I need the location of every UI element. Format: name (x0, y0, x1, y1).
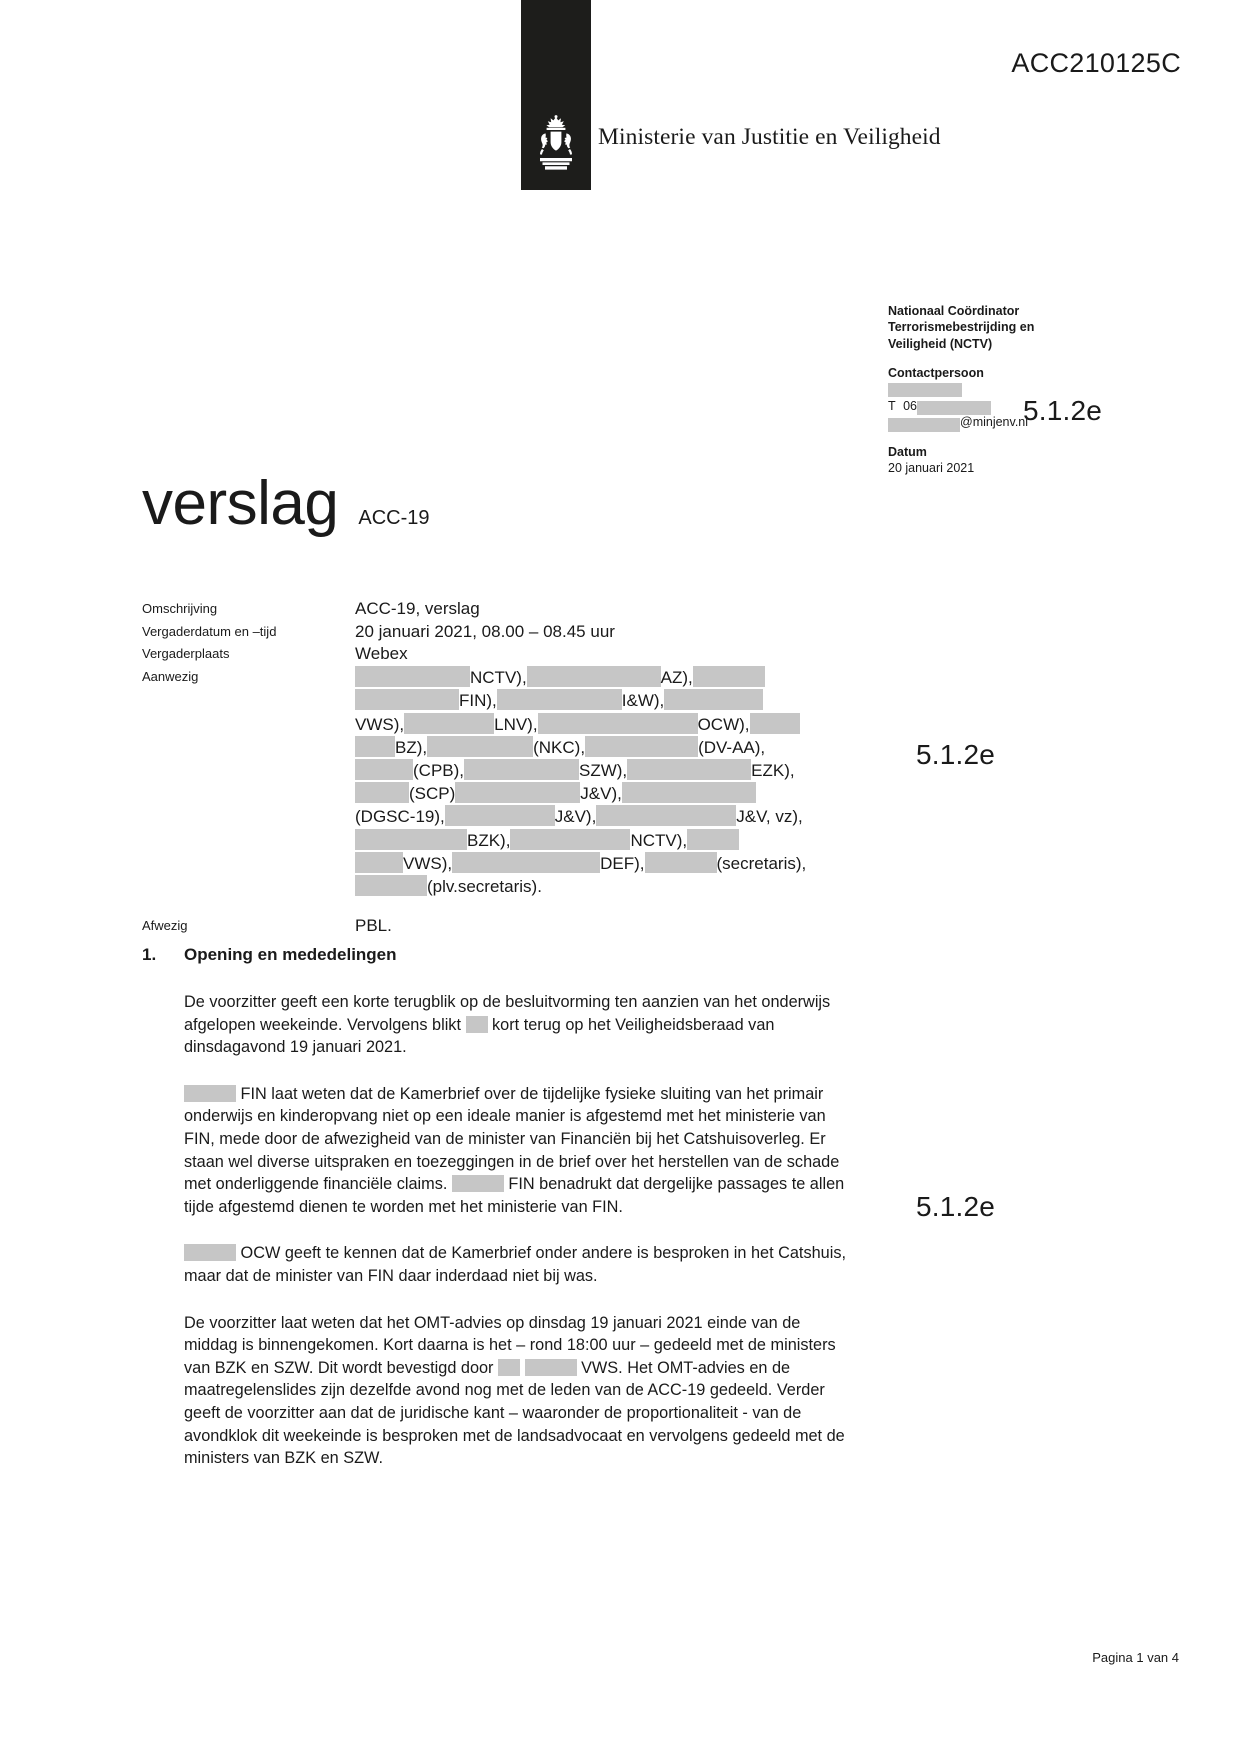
attendee-fragment: J&V), (580, 782, 622, 805)
organisation-block (888, 303, 1068, 352)
contact-label: Contactpersoon (888, 366, 984, 381)
attendees-list (355, 666, 806, 898)
meta-value: ACC-19, verslag (355, 599, 480, 618)
netherlands-coat-of-arms-icon (521, 112, 591, 174)
redaction-bar (596, 805, 736, 826)
meta-table (142, 598, 862, 938)
redaction-bar (355, 782, 409, 803)
email-domain: @minjenv.nl (960, 415, 1029, 430)
attendee-fragment: (NKC), (533, 736, 585, 759)
attendee-fragment: FIN), (459, 689, 497, 712)
date-label: Datum (888, 444, 927, 459)
attendees-label: Aanwezig (142, 669, 199, 685)
attendee-fragment: EZK), (751, 759, 794, 782)
ministry-name: Ministerie van Justitie en Veiligheid (598, 124, 941, 150)
meta-row (142, 598, 862, 621)
phone-prefix: 06 (903, 399, 917, 414)
redaction-bar (510, 829, 630, 850)
attendee-line (355, 689, 806, 712)
date-value: 20 januari 2021 (888, 461, 975, 476)
attendee-fragment: BZK), (467, 829, 510, 852)
redaction-bar (184, 1244, 236, 1261)
redaction-bar (427, 736, 533, 757)
organisation-line-2: Terrorismebestrijding en (888, 320, 1035, 335)
meta-row-attendees (142, 666, 862, 898)
redaction-bar (750, 713, 800, 734)
attendee-fragment: NCTV), (630, 829, 687, 852)
meta-value: Webex (355, 644, 408, 664)
redaction-bar (585, 736, 698, 757)
redaction-bar (184, 1085, 236, 1102)
redaction-bar (687, 829, 739, 850)
attendee-line (355, 759, 806, 782)
meta-label: Vergaderdatum en –tijd (142, 623, 277, 639)
attendee-fragment: J&V), (555, 805, 597, 828)
redaction-bar (466, 1016, 488, 1033)
redaction-bar (355, 852, 403, 873)
redaction-bar (538, 713, 698, 734)
redaction-bar (645, 852, 717, 873)
redaction-bar (622, 782, 756, 803)
attendee-line (355, 736, 806, 759)
date-block (888, 444, 1068, 477)
attendee-fragment: J&V, vz), (736, 805, 802, 828)
redaction-bar (693, 666, 765, 687)
absent-label: Afwezig (142, 918, 188, 934)
attendee-fragment: BZ), (395, 736, 427, 759)
organisation-line-3: Veiligheid (NCTV) (888, 336, 993, 351)
attendee-fragment: SZW), (579, 759, 627, 782)
redaction-code-callout-2: 5.1.2e (916, 739, 996, 770)
redaction-bar (498, 1359, 520, 1376)
phone-label: T (888, 399, 897, 414)
redaction-bar (452, 852, 600, 873)
redaction-bar (525, 1359, 577, 1376)
redaction-bar (527, 666, 661, 687)
redaction-bar (464, 759, 579, 780)
meta-row-absent (142, 915, 862, 938)
attendee-fragment: OCW), (698, 713, 750, 736)
page-footer: Pagina 1 van 4 (1092, 1650, 1179, 1665)
attendee-line (355, 852, 806, 875)
attendee-fragment: NCTV), (470, 666, 527, 689)
attendee-fragment: (SCP) (409, 782, 455, 805)
attendee-line (355, 805, 806, 828)
redaction-code-callout-3: 5.1.2e (916, 1191, 996, 1222)
ministry-logo-bar (521, 0, 591, 190)
document-body (142, 945, 854, 1494)
redaction-bar (355, 666, 470, 687)
attendee-line (355, 782, 806, 805)
attendee-fragment: VWS), (403, 852, 452, 875)
attendee-fragment: (plv.secretaris). (427, 875, 542, 898)
attendee-fragment: LNV), (494, 713, 537, 736)
body-paragraph: OCW geeft te kennen dat de Kamerbrief onder andere is besproken in het Catshuis, maar dat de minister van FIN daar inderdaad niet bij was. (184, 1244, 846, 1285)
document-code: ACC210125C (1011, 48, 1181, 78)
attendee-fragment: DEF), (600, 852, 644, 875)
redaction-bar (452, 1175, 504, 1192)
redaction-bar (445, 805, 555, 826)
meta-row (142, 621, 862, 644)
attendee-fragment: I&W), (622, 689, 665, 712)
attendee-line (355, 829, 806, 852)
attendee-fragment: (DGSC-19), (355, 805, 445, 828)
attendee-line (355, 875, 806, 898)
redaction-bar (355, 875, 427, 896)
redaction-bar (627, 759, 751, 780)
absent-value: PBL. (355, 916, 392, 936)
section-heading (142, 945, 854, 965)
page-title (142, 469, 430, 538)
attendee-fragment: (DV-AA), (698, 736, 765, 759)
attendee-fragment: (secretaris), (717, 852, 807, 875)
page-title-subtitle: ACC-19 (358, 507, 430, 529)
redaction-bar (355, 736, 395, 757)
section-number: 1. (142, 945, 157, 964)
body-paragraph: FIN laat weten dat de Kamerbrief over de tijdelijke fysieke sluiting van het primair onderwijs en kinderopvang niet op een ideale manier is afgestemd met het ministerie van FIN, mede door de afwezigheid van de minister van Financiën bij het Catshuisoverleg. Er staan wel diverse uitspraken en toezeggingen in de brief over het herstellen van de schade met onderliggende financiële claims. FIN benadrukt dat dergelijke passages te allen tijde afgestemd dienen te worden met het ministerie van FIN. (184, 1084, 845, 1216)
attendee-fragment: (CPB), (413, 759, 464, 782)
meta-value: 20 januari 2021, 08.00 – 08.45 uur (355, 621, 615, 641)
redaction-bar (404, 713, 494, 734)
body-paragraph: De voorzitter geeft een korte terugblik op de besluitvorming ten aanzien van het onderwijs afgelopen weekeinde. Vervolgens blikt kort terug op het Veiligheidsberaad van dinsdagavond 19 januari 2021. (184, 993, 831, 1057)
redaction-bar (355, 759, 413, 780)
attendee-fragment: VWS), (355, 713, 404, 736)
attendee-fragment: AZ), (661, 666, 693, 689)
redaction-bar (497, 689, 622, 710)
meta-label: Omschrijving (142, 601, 218, 616)
meta-label: Vergaderplaats (142, 646, 230, 662)
section-title: Opening en mededelingen (184, 945, 397, 964)
redaction-bar-contact-name (888, 383, 962, 397)
attendee-line (355, 713, 806, 736)
redaction-bar (355, 829, 467, 850)
attendee-line (355, 666, 806, 689)
redaction-bar-email (888, 418, 960, 432)
meta-row (142, 643, 862, 666)
body-paragraph: De voorzitter laat weten dat het OMT-advies op dinsdag 19 januari 2021 einde van de middag is binnengekomen. Kort daarna is het – rond 18:00 uur – gedeeld met de ministers van BZK en SZW. Dit wordt bevestigd door VWS. Het OMT-advies en de maatregelenslides zijn dezelfde avond nog met de leden van de ACC-19 gedeeld. Verder geeft de voorzitter aan dat de juridische kant – waaronder de proportionaliteit - van de avondklok dit weekeinde is besproken met de landsadvocaat en vervolgens gedeeld met de ministers van BZK en SZW. (184, 1313, 845, 1468)
redaction-bar (455, 782, 580, 803)
redaction-bar (664, 689, 763, 710)
redaction-bar-phone (917, 401, 991, 415)
redaction-bar (355, 689, 459, 710)
redaction-code-callout-1: 5.1.2e (1023, 395, 1103, 426)
organisation-line-1: Nationaal Coördinator (888, 304, 1020, 318)
page-title-main: verslag (142, 469, 339, 538)
